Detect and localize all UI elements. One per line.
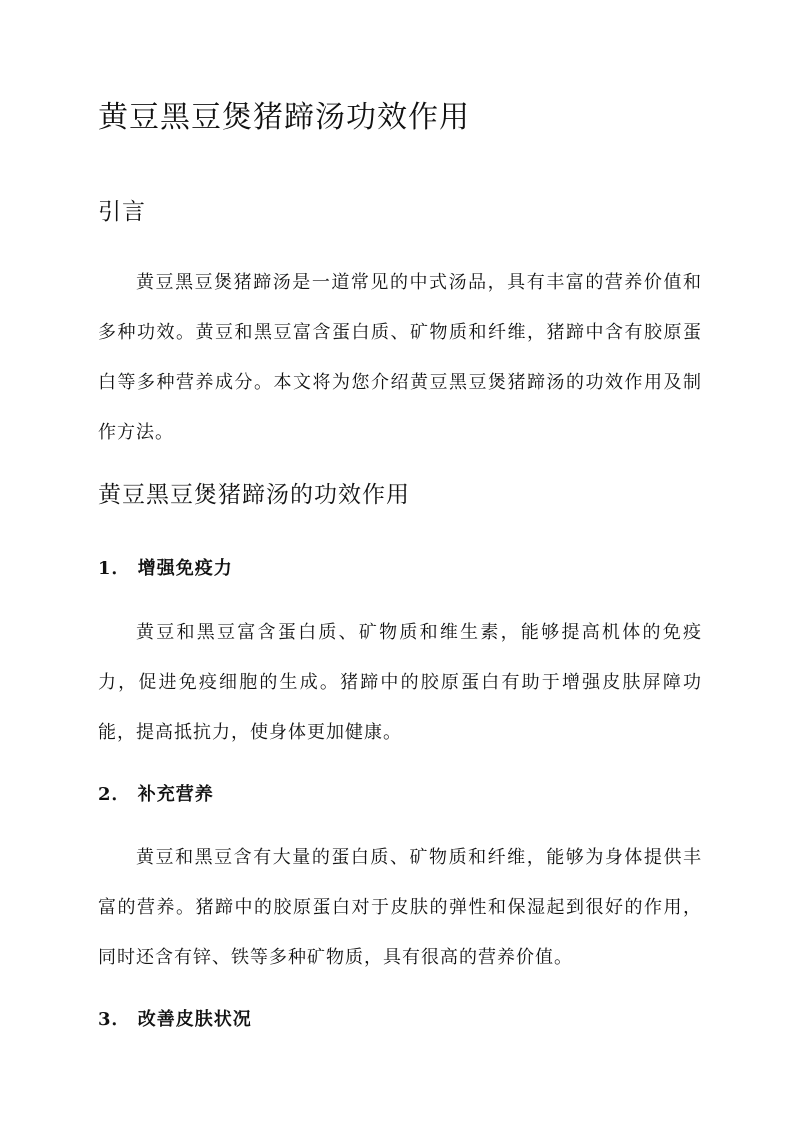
benefit-1-paragraph: 黄豆和黑豆富含蛋白质、矿物质和维生素，能够提高机体的免疫力，促进免疫细胞的生成。猪蹄中的胶原蛋白有助于增强皮肤屏障功能，提高抵抗力，使身体更加健康。 [98, 622, 702, 743]
intro-paragraph: 黄豆黑豆煲猪蹄汤是一道常见的中式汤品，具有丰富的营养价值和多种功效。黄豆和黑豆富含蛋白质、矿物质和纤维，猪蹄中含有胶原蛋白等多种营养成分。本文将为您介绍黄豆黑豆煲猪蹄汤的功效作用及制作方法。 [98, 272, 702, 443]
benefit-2-heading: 2． 补充营养 [98, 784, 214, 805]
intro-heading: 引言 [98, 199, 146, 225]
document-title: 黄豆黑豆煲猪蹄汤功效作用 [98, 100, 470, 135]
benefit-1-heading: 1． 增强免疫力 [98, 558, 233, 579]
benefit-3-heading: 3． 改善皮肤状况 [98, 1009, 252, 1030]
benefits-heading: 黄豆黑豆煲猪蹄汤的功效作用 [98, 482, 410, 508]
benefit-2-paragraph: 黄豆和黑豆含有大量的蛋白质、矿物质和纤维，能够为身体提供丰富的营养。猪蹄中的胶原蛋白对于皮肤的弹性和保湿起到很好的作用，同时还含有锌、铁等多种矿物质，具有很高的营养价值。 [98, 847, 702, 968]
